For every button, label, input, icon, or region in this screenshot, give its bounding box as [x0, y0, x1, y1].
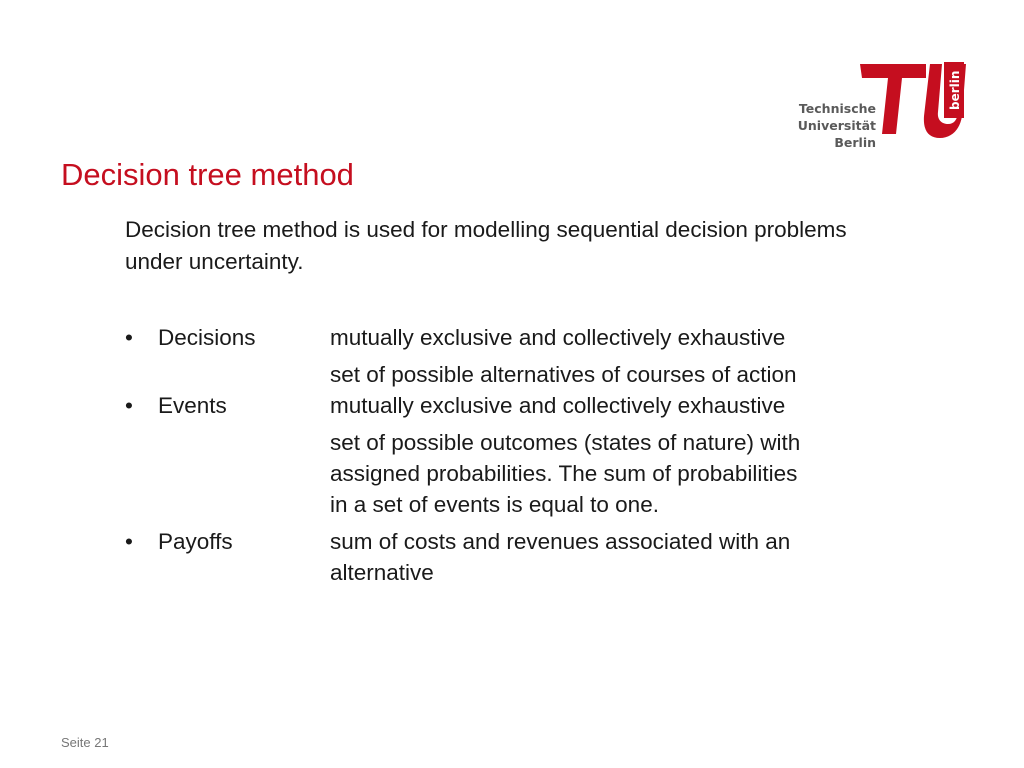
- desc-line: sum of costs and revenues associated with an: [330, 529, 791, 554]
- term-decisions: Decisions: [158, 325, 256, 350]
- bullet-icon: •: [125, 325, 133, 350]
- page-number: Seite 21: [61, 735, 109, 750]
- definition-item-events: [125, 390, 905, 520]
- desc-line: mutually exclusive and collectively exhaustive: [330, 393, 786, 418]
- logo-line-berlin: Berlin: [834, 135, 876, 150]
- desc-decisions: [330, 322, 890, 390]
- tu-logo-mark-icon: [858, 58, 966, 140]
- desc-payoffs: [330, 526, 890, 588]
- desc-line: set of possible outcomes (states of nature) with: [330, 430, 801, 455]
- tu-berlin-logo: [797, 58, 966, 150]
- logo-line-universitat: Universität: [797, 118, 876, 133]
- desc-line: set of possible alternatives of courses of action: [330, 362, 797, 387]
- desc-line: in a set of events is equal to one.: [330, 492, 659, 517]
- bullet-icon: •: [125, 393, 133, 418]
- term-events: Events: [158, 393, 227, 418]
- intro-paragraph: Decision tree method is used for modelling sequential decision problems under uncertainty.: [125, 217, 847, 274]
- bullet-icon: •: [125, 529, 133, 554]
- term-payoffs: Payoffs: [158, 529, 233, 554]
- definition-item-payoffs: [125, 526, 905, 588]
- desc-line: alternative: [330, 560, 434, 585]
- logo-t-shape: [860, 64, 926, 134]
- logo-side-text: berlin: [948, 70, 962, 110]
- desc-line: mutually exclusive and collectively exhaustive: [330, 325, 786, 350]
- desc-events: [330, 390, 890, 520]
- desc-line: assigned probabilities. The sum of probabilities: [330, 461, 798, 486]
- definition-list: [125, 322, 905, 588]
- definition-item-decisions: [125, 322, 905, 390]
- slide-title: Decision tree method: [61, 157, 354, 192]
- logo-line-technische: Technische: [798, 101, 876, 116]
